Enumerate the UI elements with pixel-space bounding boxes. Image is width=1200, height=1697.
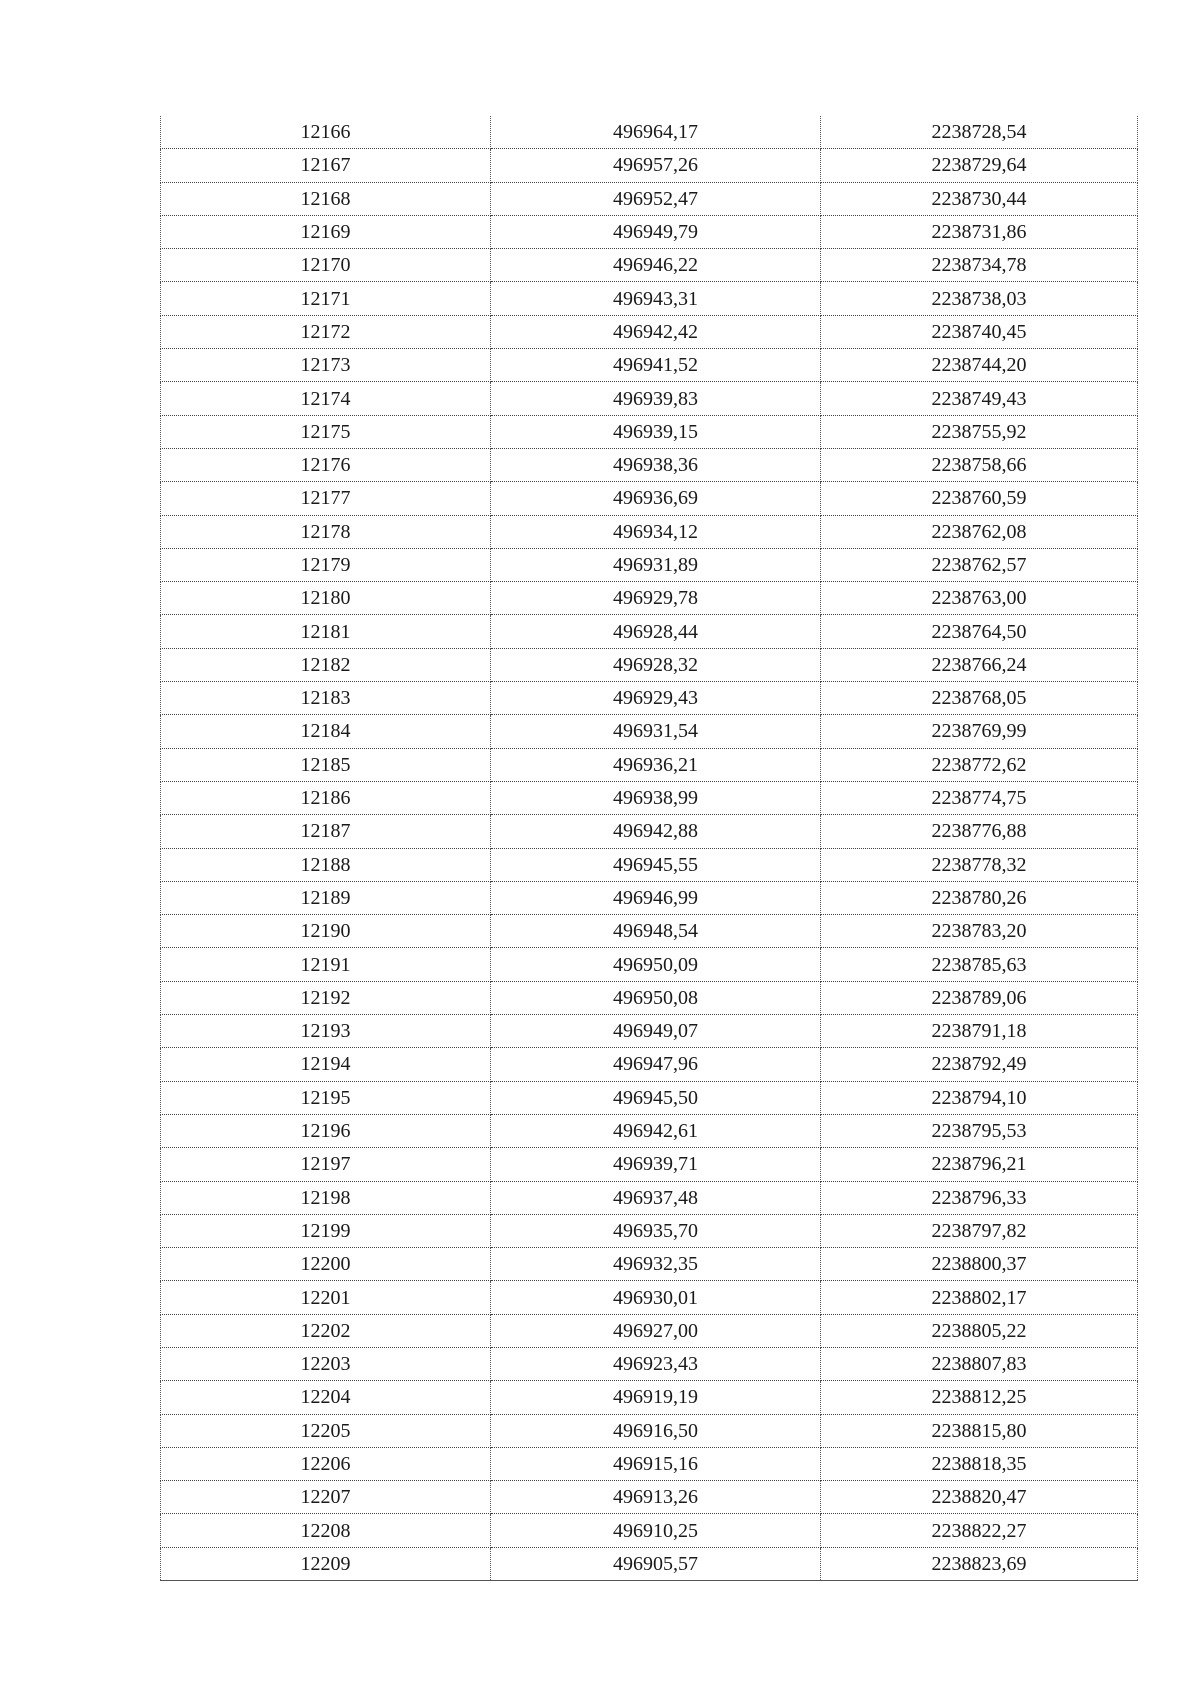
table-row: [161, 881, 1138, 914]
table-row: [161, 1547, 1138, 1580]
x-coordinate-cell: 496946,99: [491, 881, 821, 914]
point-number-cell: 12171: [161, 282, 491, 315]
x-coordinate-cell: 496939,83: [491, 382, 821, 415]
table-row: [161, 615, 1138, 648]
point-number-cell: 12195: [161, 1081, 491, 1114]
point-number-cell: 12202: [161, 1314, 491, 1347]
y-coordinate-cell: 2238792,49: [821, 1048, 1138, 1081]
point-number-cell: 12187: [161, 815, 491, 848]
table-row: [161, 848, 1138, 881]
y-coordinate-cell: 2238762,08: [821, 515, 1138, 548]
y-coordinate-cell: 2238758,66: [821, 448, 1138, 481]
x-coordinate-cell: 496905,57: [491, 1547, 821, 1580]
table-row: [161, 215, 1138, 248]
y-coordinate-cell: 2238794,10: [821, 1081, 1138, 1114]
table-row: [161, 448, 1138, 481]
y-coordinate-cell: 2238780,26: [821, 881, 1138, 914]
point-number-cell: 12206: [161, 1447, 491, 1480]
x-coordinate-cell: 496929,78: [491, 582, 821, 615]
point-number-cell: 12191: [161, 948, 491, 981]
x-coordinate-cell: 496937,48: [491, 1181, 821, 1214]
y-coordinate-cell: 2238791,18: [821, 1015, 1138, 1048]
table-row: [161, 1281, 1138, 1314]
table-row: [161, 648, 1138, 681]
table-row: [161, 1114, 1138, 1147]
table-row: [161, 1514, 1138, 1547]
y-coordinate-cell: 2238769,99: [821, 715, 1138, 748]
point-number-cell: 12208: [161, 1514, 491, 1547]
y-coordinate-cell: 2238815,80: [821, 1414, 1138, 1447]
table-row: [161, 715, 1138, 748]
x-coordinate-cell: 496938,36: [491, 448, 821, 481]
x-coordinate-cell: 496939,15: [491, 415, 821, 448]
table-row: [161, 781, 1138, 814]
y-coordinate-cell: 2238760,59: [821, 482, 1138, 515]
y-coordinate-cell: 2238796,33: [821, 1181, 1138, 1214]
y-coordinate-cell: 2238822,27: [821, 1514, 1138, 1547]
table-row: [161, 116, 1138, 149]
x-coordinate-cell: 496930,01: [491, 1281, 821, 1314]
x-coordinate-cell: 496943,31: [491, 282, 821, 315]
point-number-cell: 12198: [161, 1181, 491, 1214]
table-row: [161, 1248, 1138, 1281]
point-number-cell: 12189: [161, 881, 491, 914]
table-row: [161, 1314, 1138, 1347]
point-number-cell: 12207: [161, 1481, 491, 1514]
y-coordinate-cell: 2238796,21: [821, 1148, 1138, 1181]
x-coordinate-cell: 496952,47: [491, 182, 821, 215]
table-row: [161, 682, 1138, 715]
table-row: [161, 182, 1138, 215]
x-coordinate-cell: 496939,71: [491, 1148, 821, 1181]
y-coordinate-cell: 2238734,78: [821, 249, 1138, 282]
point-number-cell: 12196: [161, 1114, 491, 1147]
point-number-cell: 12200: [161, 1248, 491, 1281]
y-coordinate-cell: 2238731,86: [821, 215, 1138, 248]
x-coordinate-cell: 496942,42: [491, 315, 821, 348]
y-coordinate-cell: 2238778,32: [821, 848, 1138, 881]
y-coordinate-cell: 2238768,05: [821, 682, 1138, 715]
point-number-cell: 12203: [161, 1347, 491, 1380]
table-row: [161, 349, 1138, 382]
table-row: [161, 915, 1138, 948]
point-number-cell: 12172: [161, 315, 491, 348]
y-coordinate-cell: 2238785,63: [821, 948, 1138, 981]
x-coordinate-cell: 496913,26: [491, 1481, 821, 1514]
y-coordinate-cell: 2238755,92: [821, 415, 1138, 448]
y-coordinate-cell: 2238764,50: [821, 615, 1138, 648]
x-coordinate-cell: 496931,89: [491, 548, 821, 581]
point-number-cell: 12174: [161, 382, 491, 415]
y-coordinate-cell: 2238729,64: [821, 149, 1138, 182]
point-number-cell: 12169: [161, 215, 491, 248]
table-row: [161, 582, 1138, 615]
table-row: [161, 815, 1138, 848]
x-coordinate-cell: 496964,17: [491, 116, 821, 149]
point-number-cell: 12168: [161, 182, 491, 215]
x-coordinate-cell: 496957,26: [491, 149, 821, 182]
x-coordinate-cell: 496929,43: [491, 682, 821, 715]
y-coordinate-cell: 2238823,69: [821, 1547, 1138, 1580]
y-coordinate-cell: 2238744,20: [821, 349, 1138, 382]
x-coordinate-cell: 496942,61: [491, 1114, 821, 1147]
point-number-cell: 12197: [161, 1148, 491, 1181]
y-coordinate-cell: 2238820,47: [821, 1481, 1138, 1514]
x-coordinate-cell: 496949,07: [491, 1015, 821, 1048]
x-coordinate-cell: 496931,54: [491, 715, 821, 748]
point-number-cell: 12179: [161, 548, 491, 581]
y-coordinate-cell: 2238728,54: [821, 116, 1138, 149]
table-row: [161, 1481, 1138, 1514]
x-coordinate-cell: 496941,52: [491, 349, 821, 382]
x-coordinate-cell: 496910,25: [491, 1514, 821, 1547]
x-coordinate-cell: 496948,54: [491, 915, 821, 948]
table-row: [161, 1381, 1138, 1414]
x-coordinate-cell: 496932,35: [491, 1248, 821, 1281]
point-number-cell: 12176: [161, 448, 491, 481]
y-coordinate-cell: 2238749,43: [821, 382, 1138, 415]
table-row: [161, 382, 1138, 415]
x-coordinate-cell: 496923,43: [491, 1347, 821, 1380]
point-number-cell: 12175: [161, 415, 491, 448]
table-row: [161, 315, 1138, 348]
x-coordinate-cell: 496942,88: [491, 815, 821, 848]
x-coordinate-cell: 496936,21: [491, 748, 821, 781]
table-row: [161, 482, 1138, 515]
table-row: [161, 1048, 1138, 1081]
point-number-cell: 12170: [161, 249, 491, 282]
y-coordinate-cell: 2238818,35: [821, 1447, 1138, 1480]
table-row: [161, 149, 1138, 182]
table-row: [161, 1447, 1138, 1480]
point-number-cell: 12184: [161, 715, 491, 748]
y-coordinate-cell: 2238776,88: [821, 815, 1138, 848]
y-coordinate-cell: 2238738,03: [821, 282, 1138, 315]
table-row: [161, 948, 1138, 981]
y-coordinate-cell: 2238802,17: [821, 1281, 1138, 1314]
point-number-cell: 12185: [161, 748, 491, 781]
y-coordinate-cell: 2238762,57: [821, 548, 1138, 581]
point-number-cell: 12190: [161, 915, 491, 948]
point-number-cell: 12167: [161, 149, 491, 182]
y-coordinate-cell: 2238783,20: [821, 915, 1138, 948]
table-row: [161, 1148, 1138, 1181]
x-coordinate-cell: 496950,09: [491, 948, 821, 981]
x-coordinate-cell: 496945,50: [491, 1081, 821, 1114]
table-row: [161, 1414, 1138, 1447]
x-coordinate-cell: 496950,08: [491, 981, 821, 1014]
y-coordinate-cell: 2238789,06: [821, 981, 1138, 1014]
x-coordinate-cell: 496916,50: [491, 1414, 821, 1447]
x-coordinate-cell: 496919,19: [491, 1381, 821, 1414]
y-coordinate-cell: 2238766,24: [821, 648, 1138, 681]
point-number-cell: 12192: [161, 981, 491, 1014]
point-number-cell: 12177: [161, 482, 491, 515]
table-row: [161, 748, 1138, 781]
point-number-cell: 12205: [161, 1414, 491, 1447]
y-coordinate-cell: 2238812,25: [821, 1381, 1138, 1414]
point-number-cell: 12201: [161, 1281, 491, 1314]
x-coordinate-cell: 496945,55: [491, 848, 821, 881]
x-coordinate-cell: 496936,69: [491, 482, 821, 515]
point-number-cell: 12182: [161, 648, 491, 681]
table-row: [161, 515, 1138, 548]
point-number-cell: 12173: [161, 349, 491, 382]
coordinates-table-body: [161, 116, 1138, 1581]
table-row: [161, 1347, 1138, 1380]
table-row: [161, 1015, 1138, 1048]
table-row: [161, 249, 1138, 282]
x-coordinate-cell: 496949,79: [491, 215, 821, 248]
table-row: [161, 1181, 1138, 1214]
x-coordinate-cell: 496935,70: [491, 1214, 821, 1247]
coordinates-table: [160, 116, 1138, 1581]
point-number-cell: 12199: [161, 1214, 491, 1247]
table-row: [161, 1214, 1138, 1247]
x-coordinate-cell: 496928,44: [491, 615, 821, 648]
point-number-cell: 12186: [161, 781, 491, 814]
y-coordinate-cell: 2238772,62: [821, 748, 1138, 781]
point-number-cell: 12183: [161, 682, 491, 715]
y-coordinate-cell: 2238800,37: [821, 1248, 1138, 1281]
x-coordinate-cell: 496928,32: [491, 648, 821, 681]
table-row: [161, 548, 1138, 581]
y-coordinate-cell: 2238763,00: [821, 582, 1138, 615]
point-number-cell: 12188: [161, 848, 491, 881]
y-coordinate-cell: 2238774,75: [821, 781, 1138, 814]
y-coordinate-cell: 2238795,53: [821, 1114, 1138, 1147]
point-number-cell: 12193: [161, 1015, 491, 1048]
x-coordinate-cell: 496947,96: [491, 1048, 821, 1081]
table-row: [161, 282, 1138, 315]
point-number-cell: 12209: [161, 1547, 491, 1580]
table-row: [161, 415, 1138, 448]
point-number-cell: 12194: [161, 1048, 491, 1081]
point-number-cell: 12166: [161, 116, 491, 149]
y-coordinate-cell: 2238807,83: [821, 1347, 1138, 1380]
x-coordinate-cell: 496934,12: [491, 515, 821, 548]
table-row: [161, 981, 1138, 1014]
y-coordinate-cell: 2238730,44: [821, 182, 1138, 215]
table-row: [161, 1081, 1138, 1114]
y-coordinate-cell: 2238805,22: [821, 1314, 1138, 1347]
x-coordinate-cell: 496938,99: [491, 781, 821, 814]
x-coordinate-cell: 496946,22: [491, 249, 821, 282]
y-coordinate-cell: 2238797,82: [821, 1214, 1138, 1247]
x-coordinate-cell: 496927,00: [491, 1314, 821, 1347]
point-number-cell: 12204: [161, 1381, 491, 1414]
x-coordinate-cell: 496915,16: [491, 1447, 821, 1480]
y-coordinate-cell: 2238740,45: [821, 315, 1138, 348]
point-number-cell: 12178: [161, 515, 491, 548]
point-number-cell: 12180: [161, 582, 491, 615]
point-number-cell: 12181: [161, 615, 491, 648]
